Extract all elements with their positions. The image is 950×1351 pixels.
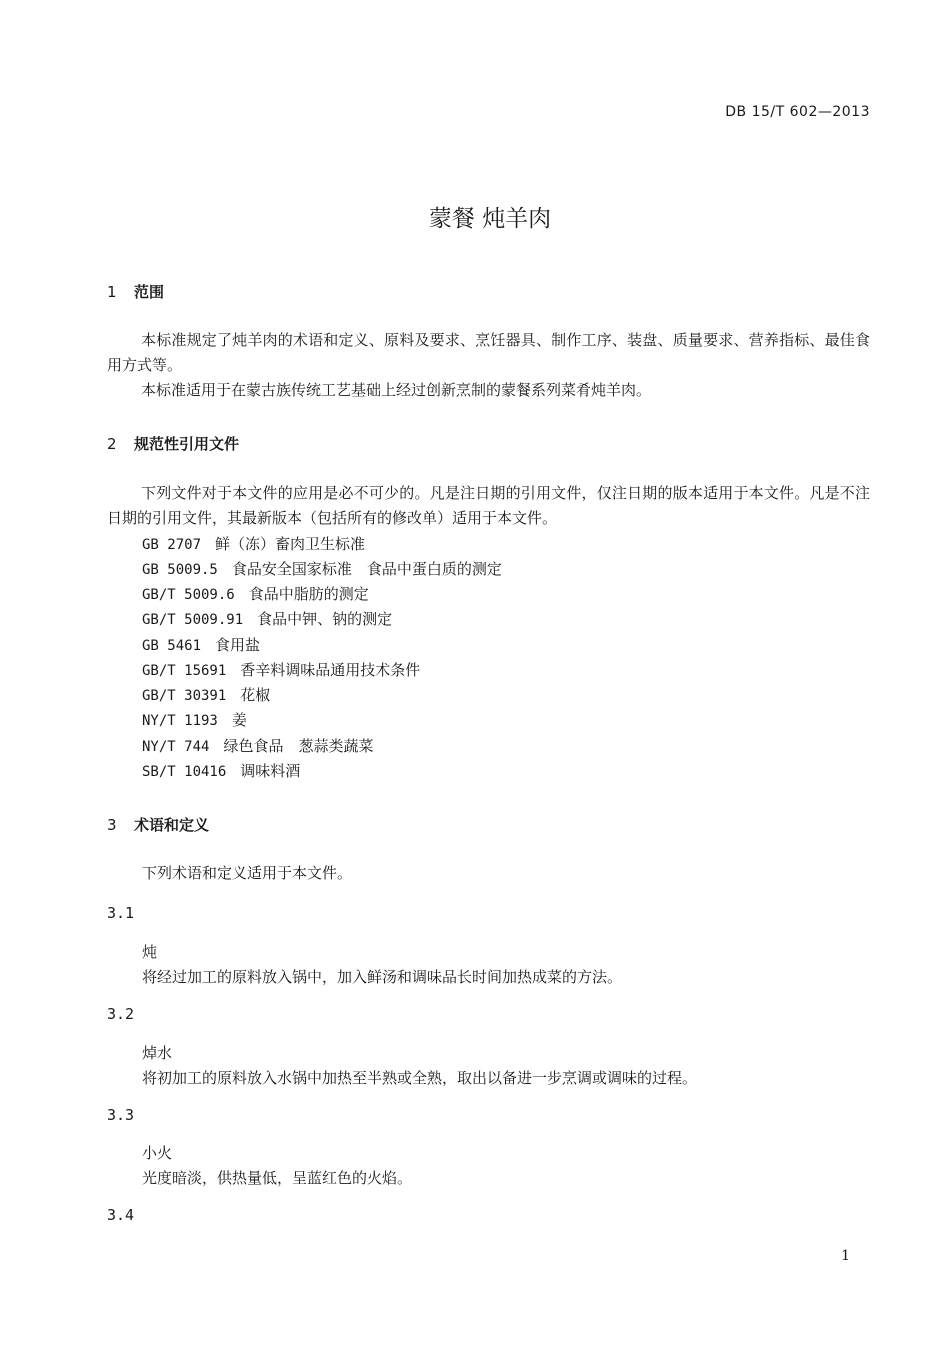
term-name: 炖: [142, 943, 158, 961]
reference-name: 绿色食品 葱蒜类蔬菜: [223, 737, 374, 755]
reference-item: [142, 583, 369, 604]
reference-code: GB 2707: [142, 537, 202, 553]
term-number: 3.3: [107, 1106, 135, 1124]
scope-paragraph-1: [107, 328, 870, 378]
reference-code: NY/T 1193: [142, 713, 218, 729]
page-number: 1: [841, 1248, 850, 1264]
document-code: DB 15/T 602—2013: [725, 104, 870, 120]
reference-code: GB/T 30391: [142, 688, 227, 704]
term-name: 焯水: [142, 1044, 173, 1062]
term-number: 3.2: [107, 1005, 135, 1023]
reference-name: 食用盐: [215, 636, 261, 654]
reference-code: GB/T 15691: [142, 663, 227, 679]
section-number: 2: [107, 435, 117, 453]
term-number: 3.4: [107, 1206, 135, 1224]
references-intro: [107, 481, 870, 531]
reference-name: 食品安全国家标准 食品中蛋白质的测定: [231, 560, 502, 578]
term-number: 3.1: [107, 904, 135, 922]
reference-name: 姜: [231, 711, 247, 729]
terms-intro: 下列术语和定义适用于本文件。: [142, 864, 353, 882]
reference-item: [142, 533, 365, 554]
paragraph-text: 本标准规定了炖羊肉的术语和定义、原料及要求、烹饪器具、制作工序、装盘、质量要求、营养指标、最佳食用方式等。: [107, 331, 870, 374]
reference-code: GB/T 5009.6: [142, 587, 235, 603]
reference-item: [142, 634, 260, 655]
paragraph-text: 下列文件对于本文件的应用是必不可少的。凡是注日期的引用文件，仅注日期的版本适用于本文件。凡是不注日期的引用文件，其最新版本（包括所有的修改单）适用于本文件。: [107, 484, 870, 527]
reference-code: NY/T 744: [142, 739, 210, 755]
reference-name: 香辛料调味品通用技术条件: [240, 661, 421, 679]
paragraph-text: 本标准适用于在蒙古族传统工艺基础上经过创新烹制的蒙餐系列菜肴炖羊肉。: [141, 381, 652, 399]
page-title: 蒙餐 炖羊肉: [428, 206, 552, 232]
term-definition: 将初加工的原料放入水锅中加热至半熟或全熟，取出以备进一步烹调或调味的过程。: [142, 1069, 698, 1087]
reference-name: 食品中钾、钠的测定: [257, 610, 393, 628]
reference-item: [142, 735, 373, 756]
reference-item: [142, 558, 502, 579]
section-number: 3: [107, 816, 117, 834]
reference-name: 花椒: [240, 686, 271, 704]
section-title: 范围: [134, 283, 165, 301]
section-number: 1: [107, 283, 117, 301]
term-definition: 光度暗淡，供热量低，呈蓝红色的火焰。: [142, 1169, 413, 1187]
reference-item: [142, 684, 270, 705]
reference-name: 调味料酒: [240, 762, 301, 780]
reference-code: SB/T 10416: [142, 764, 227, 780]
scope-paragraph-2: [107, 378, 870, 403]
term-name: 小火: [142, 1144, 173, 1162]
reference-code: GB/T 5009.91: [142, 612, 244, 628]
reference-name: 鲜（冻）畜肉卫生标准: [215, 535, 366, 553]
reference-name: 食品中脂肪的测定: [248, 585, 369, 603]
reference-code: GB 5009.5: [142, 562, 218, 578]
section-heading-terms: [107, 814, 209, 835]
reference-item: [142, 709, 247, 730]
term-definition: 将经过加工的原料放入锅中，加入鲜汤和调味品长时间加热成菜的方法。: [142, 968, 623, 986]
reference-item: [142, 608, 392, 629]
reference-code: GB 5461: [142, 638, 202, 654]
section-title: 术语和定义: [134, 816, 210, 834]
section-title: 规范性引用文件: [134, 435, 240, 453]
section-heading-normative-references: [107, 433, 239, 454]
reference-item: [142, 760, 300, 781]
reference-item: [142, 659, 420, 680]
section-heading-scope: [107, 281, 164, 302]
